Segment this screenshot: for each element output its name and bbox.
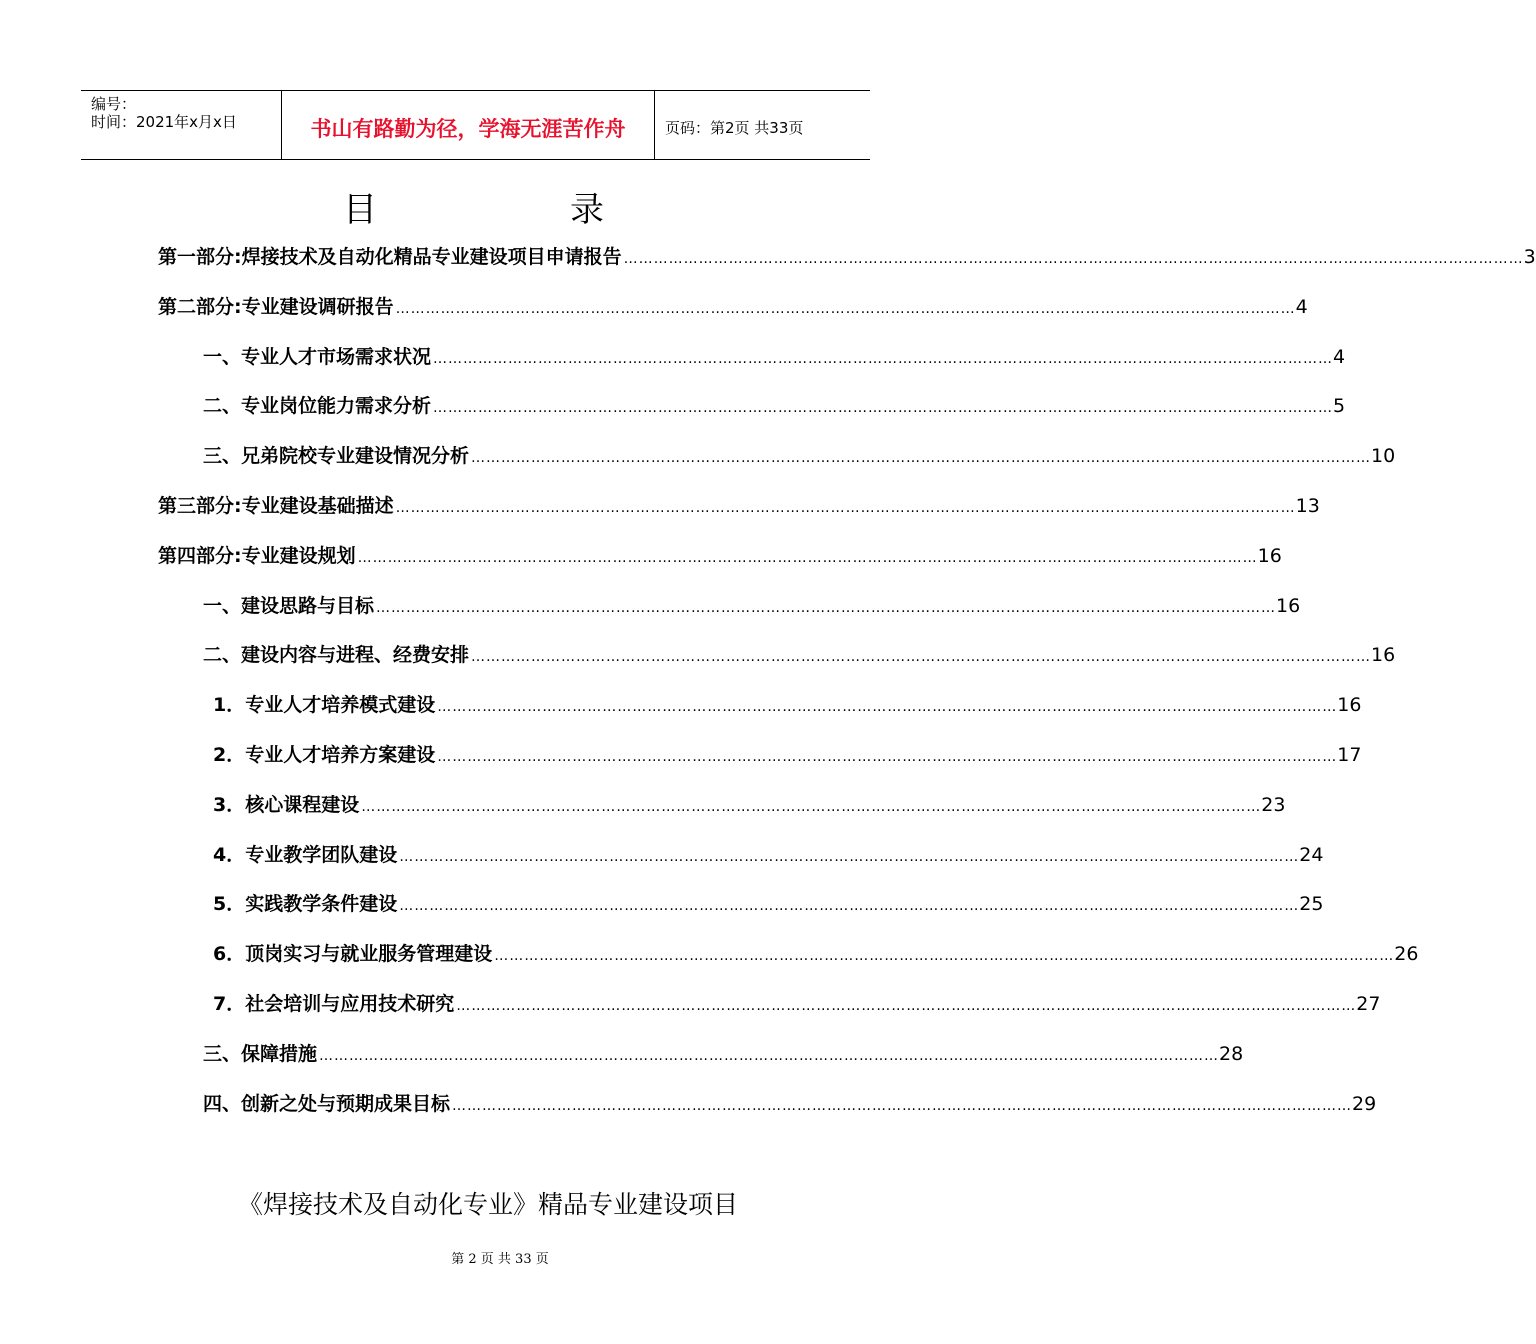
toc-leader-dots: ………………………………………………………………………………………………………………………………………………………………: [437, 749, 1338, 765]
toc-leader-dots: ………………………………………………………………………………………………………………………………………………………………: [433, 350, 1334, 367]
toc-entry[interactable]: [213, 788, 1286, 818]
toc-entry[interactable]: [158, 539, 1282, 569]
toc-title-char-2: 录: [570, 190, 604, 230]
toc-entry-page: 4: [1333, 345, 1346, 368]
toc-leader-dots: ………………………………………………………………………………………………………………………………………………………………: [452, 1097, 1353, 1114]
toc-entry-page: 16: [1276, 594, 1301, 617]
toc-entry-label: 1．专业人才培养模式建设: [213, 694, 436, 717]
toc-leader-dots: ………………………………………………………………………………………………………………………………………………………………: [494, 948, 1395, 965]
toc-entry[interactable]: [158, 290, 1308, 320]
toc-leader-dots: ………………………………………………………………………………………………………………………………………………………………: [395, 300, 1296, 317]
toc-entry[interactable]: [213, 887, 1324, 917]
toc-entry[interactable]: [203, 340, 1346, 370]
toc-entry-label: 2．专业人才培养方案建设: [213, 744, 436, 766]
toc-leader-dots: ………………………………………………………………………………………………………………………………………………………………: [437, 699, 1338, 716]
toc-entry-page: 29: [1352, 1092, 1377, 1115]
toc-entry-label: 第二部分:专业建设调研报告: [158, 295, 394, 318]
toc-entry-label: 二、专业岗位能力需求分析: [203, 395, 432, 418]
toc-entry-label: 7．社会培训与应用技术研究: [213, 993, 455, 1015]
toc-entry-page: 5: [1333, 395, 1346, 418]
toc-entry-page: 23: [1261, 793, 1286, 816]
toc-leader-dots: ………………………………………………………………………………………………………………………………………………………………: [357, 549, 1258, 566]
toc-leader-dots: ………………………………………………………………………………………………………………………………………………………………: [319, 1047, 1220, 1064]
toc-entry-label: 第一部分:焊接技术及自动化精品专业建设项目申请报告: [158, 246, 622, 268]
toc-leader-dots: ………………………………………………………………………………………………………………………………………………………………: [433, 400, 1334, 417]
number-label: 编号：: [91, 95, 137, 113]
toc-leader-dots: ………………………………………………………………………………………………………………………………………………………………: [399, 898, 1300, 915]
toc-entry-page: 10: [1371, 445, 1396, 468]
toc-entry-label: 第四部分:专业建设规划: [158, 544, 356, 567]
toc-leader-dots: ………………………………………………………………………………………………………………………………………………………………: [456, 998, 1357, 1014]
motto: 书山有路勤为径，学海无涯苦作舟: [310, 116, 626, 141]
toc-leader-dots: ………………………………………………………………………………………………………………………………………………………………: [471, 450, 1372, 467]
toc-leader-dots: ………………………………………………………………………………………………………………………………………………………………: [471, 649, 1372, 666]
toc-entry[interactable]: [203, 638, 1396, 668]
toc-entry-page: 28: [1219, 1042, 1244, 1065]
toc-entry-page: 16: [1337, 694, 1362, 717]
toc-entry-label: 二、建设内容与进程、经费安排: [203, 644, 470, 667]
toc-entry-page: 26: [1394, 943, 1419, 966]
toc-entry-label: 三、保障措施: [203, 1042, 318, 1065]
toc-entry-page: 16: [1371, 644, 1396, 667]
toc-leader-dots: ………………………………………………………………………………………………………………………………………………………………: [623, 251, 1524, 267]
header-meta: [81, 91, 280, 159]
toc-entry[interactable]: [158, 489, 1320, 519]
toc-entry[interactable]: [203, 1037, 1244, 1067]
page-info: 页码：第2页 共33页: [665, 119, 804, 137]
toc-entry[interactable]: [158, 240, 1536, 270]
toc-entry-label: 一、建设思路与目标: [203, 594, 375, 617]
toc-entry-page: 13: [1295, 495, 1320, 517]
header-motto-cell: [281, 91, 655, 159]
toc-entry[interactable]: [213, 738, 1362, 768]
toc-entry-label: 三、兄弟院校专业建设情况分析: [203, 445, 470, 468]
project-title: 《焊接技术及自动化专业》精品专业建设项目: [237, 1190, 738, 1219]
toc-title: [0, 188, 950, 234]
toc-entry-label: 4．专业教学团队建设: [213, 843, 398, 866]
toc-leader-dots: ………………………………………………………………………………………………………………………………………………………………: [376, 599, 1277, 616]
toc-entry-label: 6．顶岗实习与就业服务管理建设: [213, 943, 493, 966]
toc-entry[interactable]: [203, 389, 1346, 419]
toc-entry-page: 16: [1257, 544, 1282, 567]
toc-entry-page: 24: [1299, 843, 1324, 866]
toc-entry-label: 5．实践教学条件建设: [213, 893, 398, 916]
toc-entry[interactable]: [213, 937, 1419, 967]
toc-entry-page: 3: [1523, 246, 1536, 268]
toc-title-char-1: 目: [343, 190, 377, 230]
toc-entry-page: 4: [1295, 295, 1308, 318]
toc-entry-label: 一、专业人才市场需求状况: [203, 345, 432, 368]
toc-leader-dots: ………………………………………………………………………………………………………………………………………………………………: [361, 798, 1262, 815]
toc-entry-label: 第三部分:专业建设基础描述: [158, 495, 394, 517]
toc-entry-label: 四、创新之处与预期成果目标: [203, 1092, 451, 1115]
toc-entry[interactable]: [213, 987, 1381, 1017]
toc-entry[interactable]: [203, 1087, 1377, 1117]
toc-leader-dots: ………………………………………………………………………………………………………………………………………………………………: [395, 500, 1296, 516]
toc-entry-label: 3．核心课程建设: [213, 793, 360, 816]
toc-leader-dots: ………………………………………………………………………………………………………………………………………………………………: [399, 848, 1300, 865]
toc-entry-page: 27: [1356, 993, 1381, 1015]
toc-entry-page: 25: [1299, 893, 1324, 916]
toc-entry[interactable]: [203, 439, 1396, 469]
toc-entry-page: 17: [1337, 744, 1362, 766]
toc-entry[interactable]: [213, 838, 1324, 868]
time-label: 时间：2021年x月x日: [91, 113, 237, 131]
toc-entry[interactable]: [203, 589, 1301, 619]
page-footer: 第 2 页 共 33 页: [451, 1252, 549, 1267]
toc-entry[interactable]: [213, 688, 1362, 718]
page-header: [81, 90, 870, 160]
header-page-cell: [655, 91, 870, 159]
